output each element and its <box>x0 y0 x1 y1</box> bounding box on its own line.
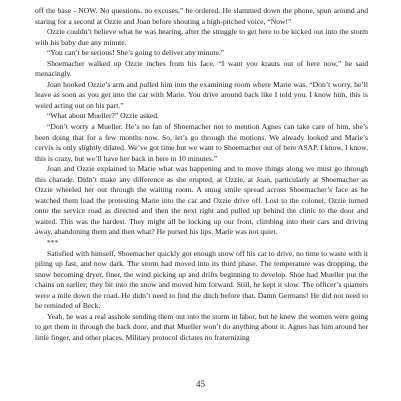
paragraph: “What about Mueller?” Ozzie asked. <box>47 111 159 121</box>
paragraph: off the base - NOW. No questions, no excuses,” he ordered. He slammed down the phone, spun around and staring for a second at Ozzie and Joan before shouting a high-pitched voice, “Now!” <box>35 6 368 26</box>
paragraph: Shoemacher walked up Ozzie inches from his face, “I want you krauts out of here now,” he said menacingly. <box>35 58 368 79</box>
paragraph: “You can’t be serious! She’s going to deliver any minute.” <box>47 48 225 58</box>
paragraph: Satisfied with himself, Shoemacher quickly got enough snow off his car to drive, no time to waste with it piling up fast, and now dark. The storm had moved into its third phase. The temperature was dropping, the snow becoming dryer, finer, the wind picking up and drifts beginning to develop. Shoe had Mueller put the chains on earlier; they bit into the snow and moved him forward. Still, he kept it slow. The officer’s quarters were a mile down the road. He didn’t need to find the ditch before that. Damn Germans! He did not need to be reminded of Beck. <box>35 248 368 311</box>
paragraph: “Don’t worry a Mueller. He’s no fan of Shoemacher not to mention Agnes can take care of him, she’s been doing that for a few months now. So, let’s go through the motions. We already looked and Marie’s cervix is only slightly dilated. We’ve got time but we want to Shoemacher out of here ASAP. I know, I know, this is crazy, but we’ll have her back in here in 10 minutes.” <box>35 122 368 163</box>
page-number: 45 <box>196 379 205 389</box>
paragraph: Joan hooked Ozzie’s arm and pulled him into the examining room where Marie was. “Don’t worry, he’ll leave as soon as you get into the car with Marie. You drive around back like I told you. I know him, this is weird acting out on his part.” <box>35 79 368 110</box>
paragraph: Joan and Ozzie explained to Marie what was happening and to move things along we must go through this charade. Didn’t make any difference as she erupted, at Ozzie, at Joan, particularly at Shoemacher as Ozzie wheeled her out through the waiting room. A smug smile spread across Shoemacher’s face as he watched them load the protesting Marie into the car and Ozzie drive off. Lost to the colonel, Ozzie turned onto the service road as directed and then the next right and pulled up behind the clinic to the door and waited. This was the hardest. They might all be locking up our front, climbing into their cars and driving away, abandoning them and then what? He pursed his lips. Marie was not quiet. <box>35 164 368 237</box>
page-body-text <box>35 6 368 344</box>
paragraph: Yeah, he was a real asshole sending them out into the storm in labor, but he knew the women were going to get them in through the back door, and that Mueller won’t do anything about it. Agnes has him around her little finger, and other places. Military protocol dictates no fraternizing <box>35 311 368 342</box>
paragraph: Ozzie couldn’t believe what he was hearing, after the struggle to get here to be kicked out into the storm with his baby due any minute. <box>35 27 368 47</box>
section-break: *** <box>47 238 59 248</box>
